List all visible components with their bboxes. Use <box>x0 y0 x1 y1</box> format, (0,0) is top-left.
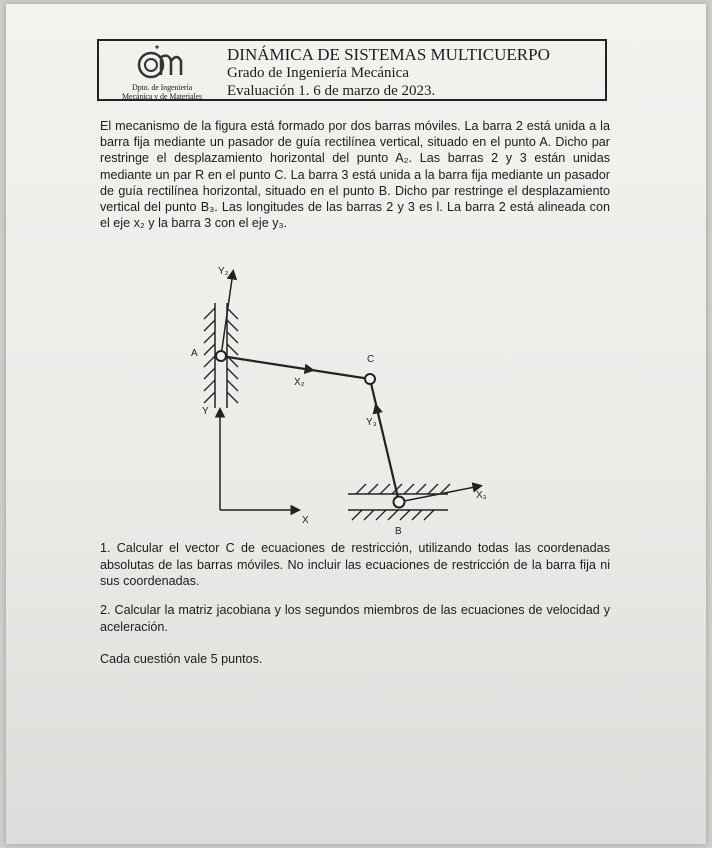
x2-axis-arrow <box>280 365 312 370</box>
exam-date: Evaluación 1. 6 de marzo de 2023. <box>227 83 436 99</box>
label-x3: X₃ <box>476 490 487 501</box>
label-x: X <box>302 515 309 526</box>
dim-logo-icon <box>133 43 193 83</box>
problem-statement: El mecanismo de la figura está formado por dos barras móviles. La barra 2 está unida a la barra fija mediante un pasador de guía rectilínea vertical, situado en el punto A. Dicho par restringe el desplazamiento horizontal del punto A₂. Las barras 2 y 3 están unidas mediante un par R en el punto C. La barra 3 está unida a la barra fija mediante un pasador de guía rectilínea horizontal, situado en el punto B. Dicho par restringe el desplazamiento vertical del punto B₃. Las longitudes de las barras 2 y 3 es l. La barra 2 está alineada con el eje x₂ y la barra 3 con el eje y₃. <box>100 119 610 231</box>
exam-header <box>97 39 607 101</box>
header-titles <box>227 45 550 100</box>
question-2: 2. Calcular la matriz jacobiana y los segundos miembros de las ecuaciones de velocidad y aceleración. <box>100 603 610 634</box>
department-logo <box>103 43 221 99</box>
joint-b <box>394 497 405 508</box>
label-y2: Y₂ <box>218 266 229 277</box>
bar-3 <box>370 379 399 502</box>
label-b: B <box>395 526 402 537</box>
joint-c <box>365 374 375 384</box>
mechanism-diagram <box>180 258 520 540</box>
label-y: Y <box>202 406 209 417</box>
grading-note: Cada cuestión vale 5 puntos. <box>100 652 263 666</box>
department-name: Dpto. de Ingeniería Mecánica y de Materiales <box>121 83 202 101</box>
label-x2: X₂ <box>294 377 305 388</box>
degree-name: Grado de Ingeniería Mecánica <box>227 65 409 81</box>
label-a: A <box>191 348 198 359</box>
course-title: DINÁMICA DE SISTEMAS MULTICUERPO <box>227 45 550 64</box>
question-1: 1. Calcular el vector C de ecuaciones de restricción, utilizando todas las coordenadas absolutas de las barras móviles. No incluir las ecuaciones de restricción de la barra fija ni sus coordenadas. <box>100 541 610 589</box>
label-c: C <box>367 354 375 365</box>
label-y3: Y₃ <box>366 417 377 428</box>
joint-a <box>216 351 226 361</box>
